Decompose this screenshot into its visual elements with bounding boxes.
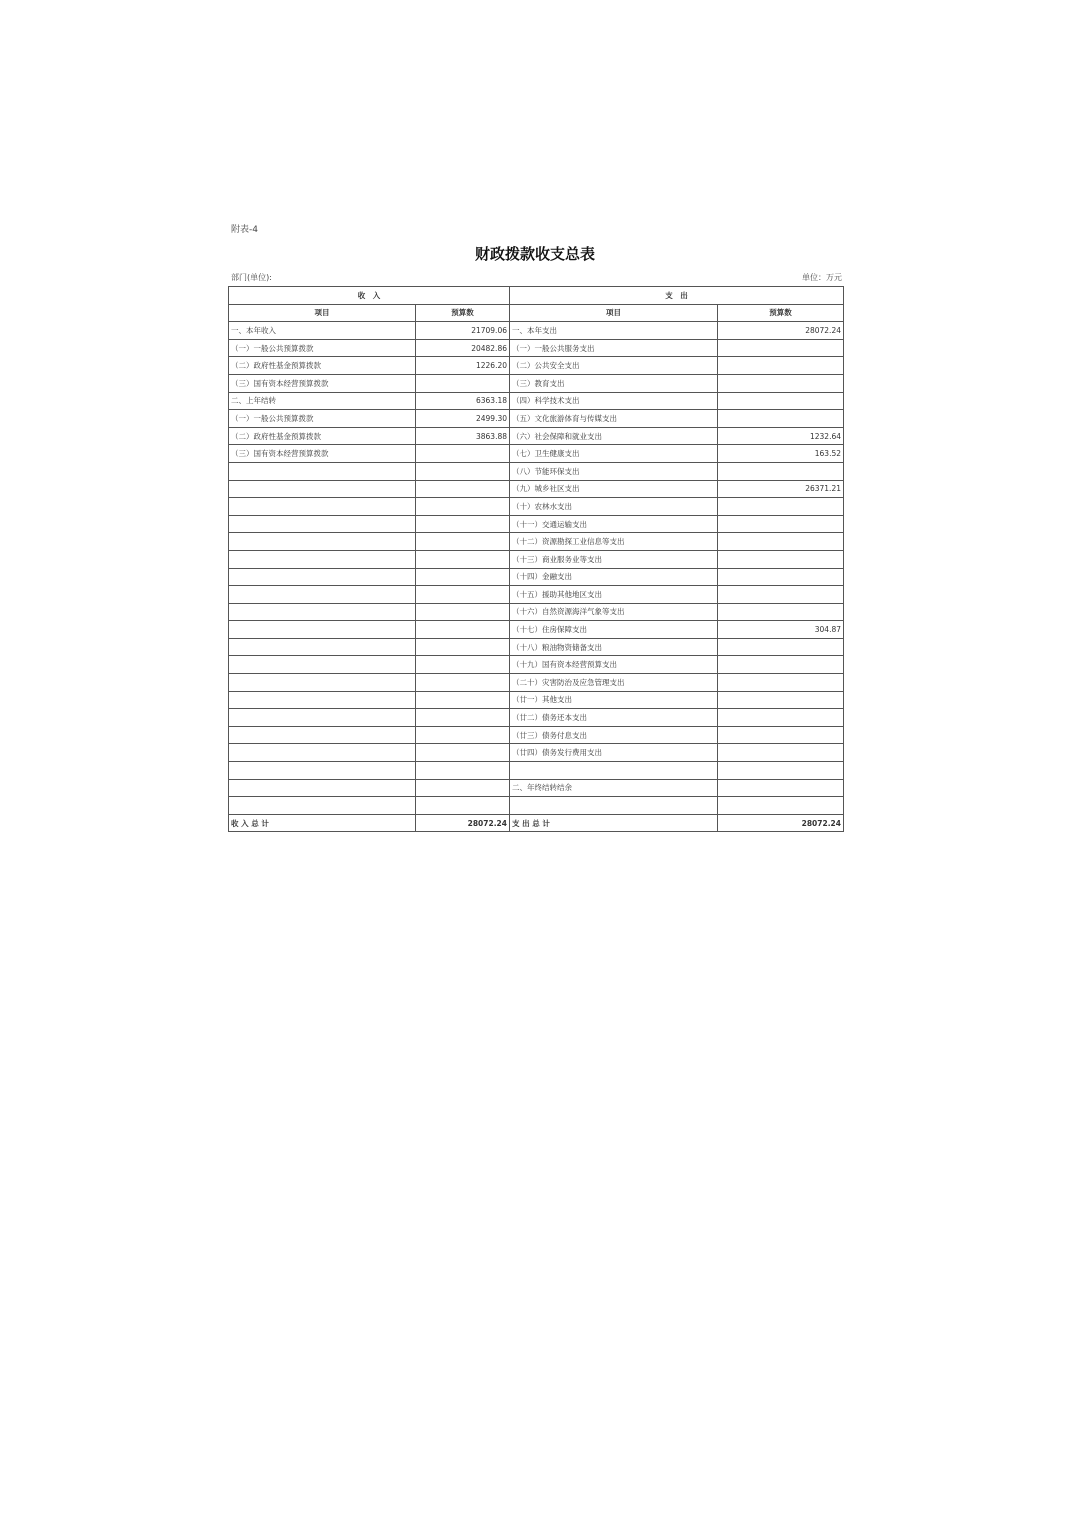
income-item-cell: （一）一般公共预算拨款 [229, 339, 416, 357]
income-amount-cell [416, 726, 510, 744]
expense-amount-cell [718, 374, 844, 392]
group-header-row [229, 287, 844, 305]
expense-amount-cell [718, 691, 844, 709]
expense-item-cell: （二）公共安全支出 [510, 357, 718, 375]
income-amount-cell [416, 480, 510, 498]
income-item-cell [229, 533, 416, 551]
income-amount-cell [416, 691, 510, 709]
expense-amount-cell [718, 357, 844, 375]
table-row [229, 427, 844, 445]
income-amount-cell [416, 621, 510, 639]
income-item-header: 项目 [229, 304, 416, 322]
income-item-cell [229, 744, 416, 762]
income-item-cell [229, 586, 416, 604]
income-item-cell: （二）政府性基金预算拨款 [229, 427, 416, 445]
expense-item-cell: （廿一）其他支出 [510, 691, 718, 709]
expense-amount-cell [718, 709, 844, 727]
table-row [229, 744, 844, 762]
expense-item-cell: （十六）自然资源海洋气象等支出 [510, 603, 718, 621]
budget-table [228, 286, 844, 832]
table-row [229, 779, 844, 797]
page-title: 财政拨款收支总表 [474, 245, 595, 263]
expense-amount-cell [718, 568, 844, 586]
income-amount-cell [416, 762, 510, 780]
income-amount-cell [416, 779, 510, 797]
income-amount-cell [416, 533, 510, 551]
table-row [229, 674, 844, 692]
income-amount-cell [416, 498, 510, 516]
expense-item-cell: （十八）粮油物资储备支出 [510, 638, 718, 656]
table-row [229, 515, 844, 533]
table-body [229, 322, 844, 815]
table-row [229, 357, 844, 375]
table-row [229, 498, 844, 516]
income-item-cell [229, 480, 416, 498]
income-item-cell [229, 691, 416, 709]
expense-item-cell: （七）卫生健康支出 [510, 445, 718, 463]
expense-amount-header: 预算数 [718, 304, 844, 322]
expense-amount-cell: 304.87 [718, 621, 844, 639]
expense-amount-cell [718, 550, 844, 568]
expense-item-cell: 一、本年支出 [510, 322, 718, 340]
table-row [229, 621, 844, 639]
expense-amount-cell [718, 498, 844, 516]
income-item-cell: （一）一般公共预算拨款 [229, 410, 416, 428]
income-amount-cell [416, 638, 510, 656]
table-row [229, 726, 844, 744]
table-row [229, 656, 844, 674]
income-item-cell [229, 779, 416, 797]
table-row [229, 462, 844, 480]
expense-amount-cell: 28072.24 [718, 322, 844, 340]
expense-item-cell: （廿四）债务发行费用支出 [510, 744, 718, 762]
expense-total-label: 支 出 总 计 [510, 814, 718, 832]
expense-item-cell [510, 797, 718, 815]
table-row [229, 603, 844, 621]
income-item-cell: 二、上年结转 [229, 392, 416, 410]
income-item-cell: （二）政府性基金预算拨款 [229, 357, 416, 375]
table-row [229, 480, 844, 498]
expense-item-header: 项目 [510, 304, 718, 322]
income-group-header: 收 入 [229, 287, 510, 305]
income-amount-cell [416, 374, 510, 392]
expense-total-amount: 28072.24 [718, 814, 844, 832]
expense-item-cell: （三）教育支出 [510, 374, 718, 392]
expense-amount-cell [718, 603, 844, 621]
income-amount-cell [416, 550, 510, 568]
income-item-cell: （三）国有资本经营预算拨款 [229, 445, 416, 463]
expense-amount-cell [718, 515, 844, 533]
income-amount-cell [416, 744, 510, 762]
income-amount-cell [416, 568, 510, 586]
expense-amount-cell [718, 744, 844, 762]
income-amount-cell [416, 709, 510, 727]
table-row [229, 550, 844, 568]
unit-label: 单位：万元 [802, 273, 842, 282]
expense-item-cell: （九）城乡社区支出 [510, 480, 718, 498]
expense-item-cell: （十九）国有资本经营预算支出 [510, 656, 718, 674]
expense-item-cell: （十一）交通运输支出 [510, 515, 718, 533]
income-amount-cell: 1226.20 [416, 357, 510, 375]
income-item-cell [229, 568, 416, 586]
income-item-cell [229, 656, 416, 674]
table-row [229, 322, 844, 340]
expense-amount-cell [718, 533, 844, 551]
income-item-cell [229, 498, 416, 516]
attachment-label: 附表-4 [231, 225, 258, 235]
table-row [229, 762, 844, 780]
table-row [229, 709, 844, 727]
income-item-cell [229, 726, 416, 744]
income-amount-cell [416, 586, 510, 604]
income-amount-header: 预算数 [416, 304, 510, 322]
income-amount-cell [416, 656, 510, 674]
income-total-amount: 28072.24 [416, 814, 510, 832]
expense-group-header: 支 出 [510, 287, 844, 305]
column-header-row [229, 304, 844, 322]
expense-amount-cell [718, 410, 844, 428]
income-item-cell [229, 797, 416, 815]
department-label: 部门(单位): [231, 273, 272, 282]
total-row [229, 814, 844, 832]
table-row [229, 638, 844, 656]
income-item-cell [229, 762, 416, 780]
expense-amount-cell [718, 392, 844, 410]
income-amount-cell [416, 462, 510, 480]
table-row [229, 586, 844, 604]
expense-amount-cell: 26371.21 [718, 480, 844, 498]
expense-item-cell: （十三）商业服务业等支出 [510, 550, 718, 568]
income-amount-cell [416, 603, 510, 621]
expense-amount-cell [718, 656, 844, 674]
income-amount-cell: 20482.86 [416, 339, 510, 357]
income-item-cell [229, 462, 416, 480]
expense-item-cell: （一）一般公共服务支出 [510, 339, 718, 357]
income-item-cell [229, 603, 416, 621]
income-item-cell [229, 638, 416, 656]
expense-amount-cell: 1232.64 [718, 427, 844, 445]
income-amount-cell: 2499.30 [416, 410, 510, 428]
income-item-cell [229, 515, 416, 533]
expense-item-cell: （十七）住房保障支出 [510, 621, 718, 639]
table-row [229, 691, 844, 709]
income-item-cell [229, 674, 416, 692]
expense-item-cell [510, 762, 718, 780]
income-total-label: 收 入 总 计 [229, 814, 416, 832]
income-amount-cell [416, 445, 510, 463]
expense-amount-cell [718, 674, 844, 692]
expense-item-cell: （廿三）债务付息支出 [510, 726, 718, 744]
expense-amount-cell [718, 462, 844, 480]
expense-amount-cell: 163.52 [718, 445, 844, 463]
table-row [229, 339, 844, 357]
table-row [229, 797, 844, 815]
expense-item-cell: 二、年终结转结余 [510, 779, 718, 797]
income-item-cell [229, 550, 416, 568]
expense-item-cell: （五）文化旅游体育与传媒支出 [510, 410, 718, 428]
expense-item-cell: （廿二）债务还本支出 [510, 709, 718, 727]
expense-item-cell: （十四）金融支出 [510, 568, 718, 586]
expense-item-cell: （二十）灾害防治及应急管理支出 [510, 674, 718, 692]
expense-amount-cell [718, 726, 844, 744]
income-amount-cell: 6363.18 [416, 392, 510, 410]
expense-item-cell: （十五）援助其他地区支出 [510, 586, 718, 604]
table-row [229, 392, 844, 410]
expense-item-cell: （十二）资源勘探工业信息等支出 [510, 533, 718, 551]
expense-amount-cell [718, 762, 844, 780]
expense-item-cell: （六）社会保障和就业支出 [510, 427, 718, 445]
income-amount-cell [416, 515, 510, 533]
table-row [229, 374, 844, 392]
expense-amount-cell [718, 638, 844, 656]
table-row [229, 533, 844, 551]
expense-amount-cell [718, 586, 844, 604]
expense-item-cell: （十）农林水支出 [510, 498, 718, 516]
table-row [229, 445, 844, 463]
income-amount-cell [416, 674, 510, 692]
table-row [229, 568, 844, 586]
income-amount-cell [416, 797, 510, 815]
income-item-cell: 一、本年收入 [229, 322, 416, 340]
expense-item-cell: （四）科学技术支出 [510, 392, 718, 410]
expense-item-cell: （八）节能环保支出 [510, 462, 718, 480]
income-amount-cell: 21709.06 [416, 322, 510, 340]
expense-amount-cell [718, 779, 844, 797]
expense-amount-cell [718, 797, 844, 815]
income-item-cell [229, 621, 416, 639]
income-item-cell: （三）国有资本经营预算拨款 [229, 374, 416, 392]
income-item-cell [229, 709, 416, 727]
expense-amount-cell [718, 339, 844, 357]
table-row [229, 410, 844, 428]
income-amount-cell: 3863.88 [416, 427, 510, 445]
